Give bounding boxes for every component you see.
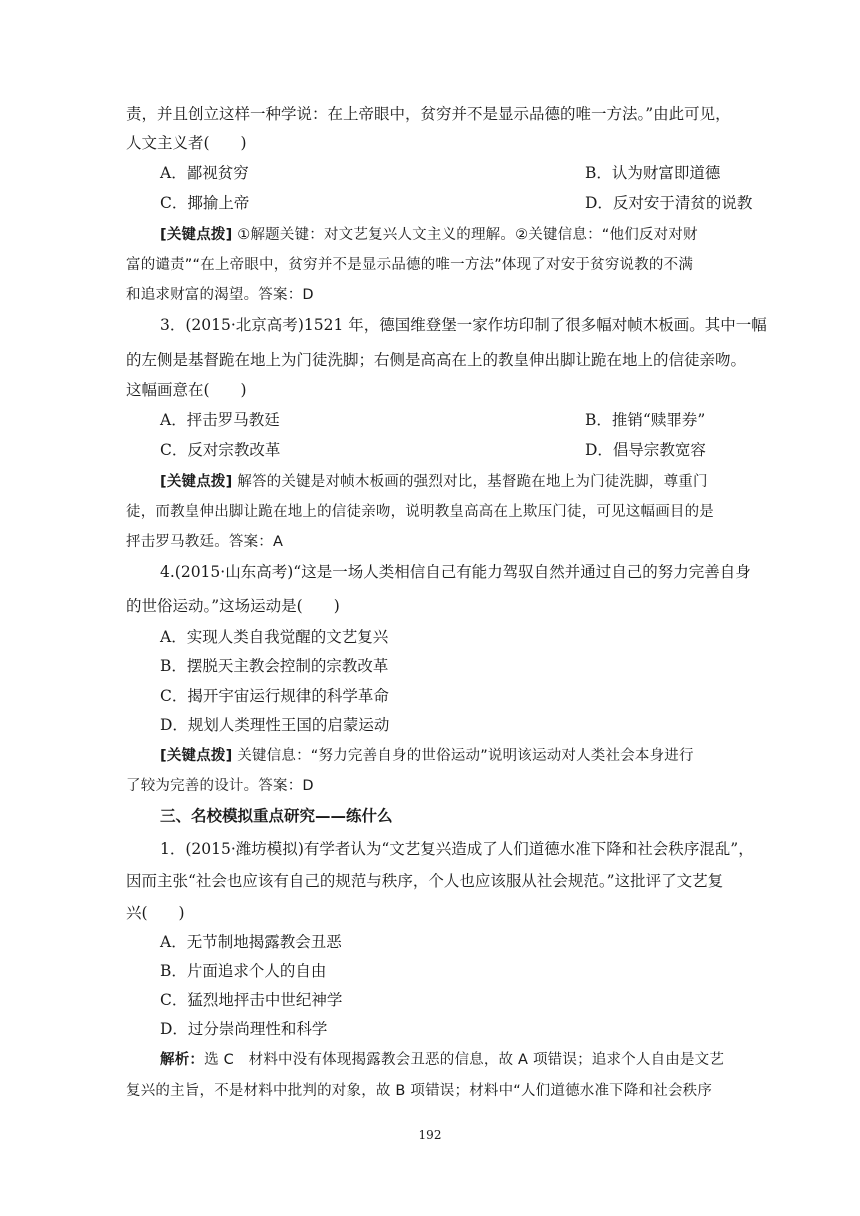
section-heading: 三、名校模拟重点研究——练什么 xyxy=(160,807,393,825)
question-text: 人文主义者( ) xyxy=(126,134,247,152)
question-text: )“这是一场人类相信自己有能力驾驭自然并通过自己的努力完善自身 xyxy=(287,563,751,581)
answer-text: 选 C 材料中没有体现揭露教会丑恶的信息，故 A 项错误；追求个人自由是文艺 xyxy=(204,1052,725,1068)
key-hint-text: ①解题关键：对文艺复兴人文主义的理解。②关键信息：“他们反对对财 xyxy=(237,227,698,243)
option-d: D．倡导宗教宽容 xyxy=(585,441,706,459)
question-text: )有学者认为“文艺复兴造成了人们道德水准下降和社会秩序混乱”， xyxy=(297,840,754,858)
option-c: C．揶揄上帝 xyxy=(160,194,250,212)
key-hint xyxy=(160,472,770,492)
question-number: 3．(2015· xyxy=(160,316,236,334)
option-b: B．认为财富即道德 xyxy=(585,164,721,182)
key-hint-tag: [关键点拨] xyxy=(160,227,233,243)
question-text: 的世俗运动。”这场运动是( ) xyxy=(126,597,340,615)
option-a: A．抨击罗马教廷 xyxy=(160,411,280,429)
question-source: 潍坊模拟 xyxy=(235,840,298,858)
option-c: C．反对宗教改革 xyxy=(160,441,281,459)
key-hint-text: 关键信息：“努力完善自身的世俗运动”说明该运动对人类社会本身进行 xyxy=(237,748,694,764)
option-row xyxy=(160,193,770,213)
question-source: 山东高考 xyxy=(225,563,288,581)
question-text: 的左侧是基督跪在地上为门徒洗脚；右侧是高高在上的教皇伸出脚让跪在地上的信徒亲吻。 xyxy=(126,351,747,369)
option-d: D．反对安于清贫的说教 xyxy=(585,194,753,212)
question-text: 兴( ) xyxy=(126,904,185,922)
option-d: D．规划人类理性王国的启蒙运动 xyxy=(160,716,390,734)
key-hint-tag: [关键点拨] xyxy=(160,748,233,764)
option-b: B．片面追求个人的自由 xyxy=(160,962,327,980)
question-text: 责，并且创立这样一种学说：在上帝眼中，贫穷并不是显示品德的唯一方法。”由此可见， xyxy=(126,105,731,123)
question-4-stem xyxy=(160,562,770,582)
question-number: 4.(2015· xyxy=(160,563,226,581)
page-number: 192 xyxy=(418,1128,442,1142)
option-c: C．猛烈地抨击中世纪神学 xyxy=(160,991,343,1009)
option-d: D．过分崇尚理性和科学 xyxy=(160,1020,328,1038)
answer-explanation xyxy=(160,1050,770,1070)
key-hint-text: 解答的关键是对帧木板画的强烈对比，基督跪在地上为门徒洗脚，尊重门 xyxy=(237,474,708,490)
answer-tag: 解析： xyxy=(160,1052,205,1068)
key-hint-text: 抨击罗马教廷。答案：A xyxy=(126,534,284,550)
question-3-stem xyxy=(160,315,770,335)
section3-question-1-stem xyxy=(160,839,770,859)
key-hint xyxy=(160,746,770,766)
key-hint-text: 徒，而教皇伸出脚让跪在地上的信徒亲吻，说明教皇高高在上欺压门徒，可见这幅画目的是 xyxy=(126,504,714,520)
question-source: 北京高考 xyxy=(235,316,298,334)
option-b: B．推销“赎罪券” xyxy=(585,411,706,429)
answer-text: 复兴的主旨，不是材料中批判的对象，故 B 项错误；材料中“人们道德水准下降和社会秩序 xyxy=(126,1083,713,1099)
option-a: A．鄙视贫穷 xyxy=(160,164,249,182)
key-hint-text: 了较为完善的设计。答案：D xyxy=(126,778,314,794)
question-number: 1．(2015· xyxy=(160,840,236,858)
option-a: A．无节制地揭露教会丑恶 xyxy=(160,933,342,951)
option-c: C．揭开宇宙运行规律的科学革命 xyxy=(160,687,389,705)
key-hint-tag: [关键点拨] xyxy=(160,474,233,490)
question-text: 因而主张“社会也应该有自己的规范与秩序，个人也应该服从社会规范。”这批评了文艺复 xyxy=(126,872,724,890)
key-hint-text: 富的谴责”“在上帝眼中，贫穷并不是显示品德的唯一方法”体现了对安于贫穷说教的不满 xyxy=(126,257,694,273)
question-text: )1521 年，德国维登堡一家作坊印制了很多幅对帧木板画。其中一幅 xyxy=(297,316,767,334)
option-row xyxy=(160,410,770,430)
option-b: B．摆脱天主教会控制的宗教改革 xyxy=(160,657,389,675)
option-a: A．实现人类自我觉醒的文艺复兴 xyxy=(160,628,389,646)
question-text: 这幅画意在( ) xyxy=(126,381,247,399)
option-row xyxy=(160,163,770,183)
key-hint xyxy=(160,225,770,245)
option-row xyxy=(160,440,770,460)
key-hint-text: 和追求财富的渴望。答案：D xyxy=(126,287,314,303)
